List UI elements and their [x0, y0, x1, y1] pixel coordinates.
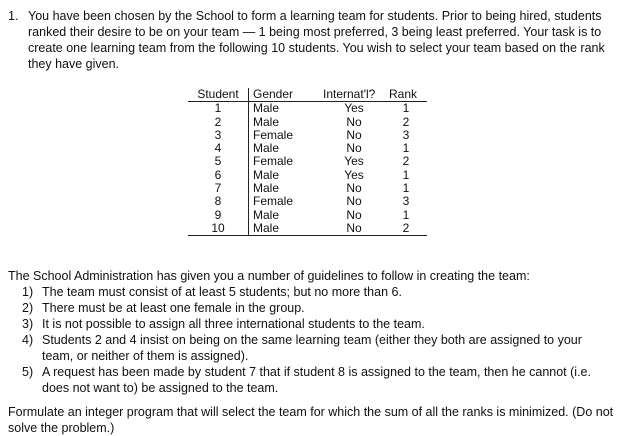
guideline-number: 3) — [22, 317, 34, 331]
cell-student: 1 — [188, 102, 249, 116]
guideline-text: The team must consist of at least 5 students; but no more than 6. — [42, 285, 402, 299]
cell-international: Yes — [344, 167, 364, 182]
header-rank: Rank — [385, 88, 427, 102]
cell-gender: Female — [253, 127, 294, 142]
cell-international: Yes — [344, 154, 364, 169]
closing-instruction: Formulate an integer program that will select the team for which the sum of all the ranks is minimized. (Do not solve the problem.) — [8, 405, 614, 435]
cell-gender: Male — [253, 167, 280, 182]
guideline-number: 1) — [22, 285, 34, 299]
cell-rank: 1 — [402, 207, 410, 222]
table-row — [188, 116, 427, 129]
cell-gender: Male — [249, 222, 320, 236]
cell-international: No — [346, 127, 362, 142]
cell-rank: 3 — [402, 194, 410, 209]
cell-gender: Male — [253, 141, 280, 156]
table-row — [188, 209, 427, 222]
cell-student: 8 — [188, 195, 249, 208]
cell-student: 5 — [188, 155, 249, 168]
cell-international: Yes — [344, 101, 364, 116]
table-row — [188, 222, 427, 236]
table-row — [188, 155, 427, 168]
cell-student: 6 — [188, 169, 249, 182]
table-row — [188, 102, 427, 116]
cell-international: No — [346, 141, 362, 156]
guideline-text: A request has been made by student 7 that if student 8 is assigned to the team, then he cannot (i.e. does not want to) be assigned to the team. — [42, 365, 591, 395]
guideline-number: 5) — [22, 365, 34, 379]
cell-rank: 1 — [402, 101, 410, 116]
cell-student: 10 — [188, 222, 249, 236]
table-row — [188, 169, 427, 182]
cell-international: No — [346, 207, 362, 222]
cell-rank: 1 — [402, 141, 410, 156]
cell-student: 4 — [188, 142, 249, 155]
cell-rank: 1 — [402, 167, 410, 182]
cell-student: 2 — [188, 116, 249, 129]
table-header-row — [188, 88, 427, 102]
question-number: 1. — [8, 9, 19, 23]
guideline-item — [22, 332, 614, 364]
guideline-text: Students 2 and 4 insist on being on the same learning team (either they both are assigned to your team, or neither of them is assigned). — [42, 333, 582, 363]
header-international: Internat'l? — [319, 88, 385, 102]
table-row — [188, 142, 427, 155]
cell-international: No — [319, 222, 385, 236]
cell-student: 9 — [188, 209, 249, 222]
guideline-text: There must be at least one female in the group. — [42, 301, 305, 315]
cell-student: 7 — [188, 182, 249, 195]
students-table — [188, 88, 427, 236]
cell-international: No — [346, 114, 362, 129]
cell-rank: 2 — [385, 222, 427, 236]
cell-gender: Female — [253, 194, 294, 209]
cell-gender: Male — [253, 181, 280, 196]
question-intro: You have been chosen by the School to form a learning team for students. Prior to being hired, students ranked their desire to be on your team — 1 being most preferred, 3 being least preferred. Your task is to create one learning team from the following 10 students. You wish to select your team based on the rank they have given. — [28, 9, 605, 71]
cell-rank: 1 — [402, 181, 410, 196]
guidelines-list — [22, 284, 614, 396]
cell-international: No — [346, 194, 362, 209]
guideline-number: 2) — [22, 301, 34, 315]
guideline-number: 4) — [22, 333, 34, 347]
cell-gender: Male — [253, 207, 280, 222]
guideline-item — [22, 316, 614, 332]
cell-gender: Male — [253, 114, 280, 129]
cell-gender: Female — [253, 154, 294, 169]
table-row — [188, 129, 427, 142]
guideline-item — [22, 300, 614, 316]
guideline-item — [22, 364, 614, 396]
cell-international: No — [346, 181, 362, 196]
guideline-item — [22, 284, 614, 300]
guideline-text: It is not possible to assign all three international students to the team. — [42, 317, 425, 331]
cell-student: 3 — [188, 129, 249, 142]
cell-rank: 3 — [402, 127, 410, 142]
cell-rank: 2 — [402, 114, 410, 129]
table-row — [188, 182, 427, 195]
header-gender: Gender — [249, 88, 320, 102]
guidelines-intro: The School Administration has given you a number of guidelines to follow in creating the team: — [8, 269, 530, 283]
cell-rank: 2 — [402, 154, 410, 169]
header-student: Student — [188, 88, 249, 102]
cell-gender: Male — [253, 101, 280, 116]
table-row — [188, 195, 427, 208]
